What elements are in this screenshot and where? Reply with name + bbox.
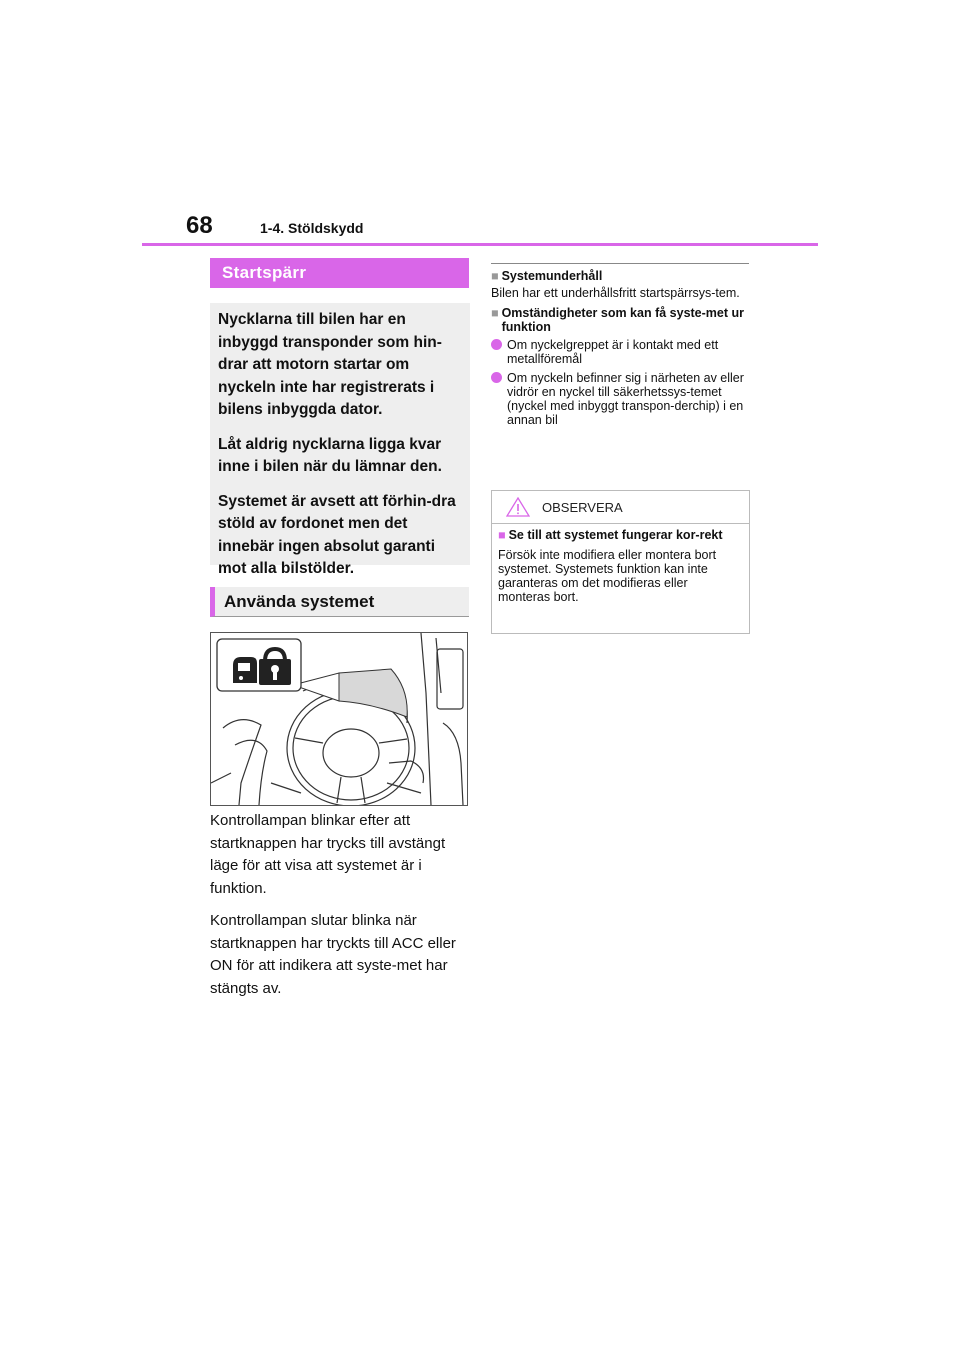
maintenance-heading: ■ Systemunderhåll	[491, 269, 603, 283]
subheading-anvanda: Använda systemet	[210, 587, 469, 617]
bullet-dot-icon	[491, 372, 502, 383]
caution-header	[492, 491, 749, 524]
header-rule	[142, 243, 818, 246]
square-bullet-icon: ■	[491, 269, 499, 283]
square-bullet-icon: ■	[498, 528, 506, 542]
divider	[491, 263, 749, 264]
intro-box	[210, 303, 470, 577]
usage-paragraph: Kontrollampan blinkar efter att startknappen har trycks till avstängt läge för att visa att systemet är i funktion.	[210, 812, 446, 897]
square-bullet-icon: ■	[491, 306, 499, 320]
list-item: Om nyckelgreppet är i kontakt med ett metallföremål	[491, 338, 749, 366]
caution-label: OBSERVERA	[542, 499, 623, 515]
list-item: Om nyckeln befinner sig i närheten av eller vidrör en nyckel till säkerhetssys-temet (nyckel med inbyggt transpon-derchip) i en annan bil	[491, 371, 749, 427]
caution-body	[492, 524, 749, 614]
fault-heading: ■ Omständigheter som kan få syste-met ur funktion	[491, 306, 744, 334]
bullet-dot-icon	[491, 339, 502, 350]
section-title: 1-4. Stöldskydd	[260, 220, 364, 236]
maintenance-text: Bilen har ett underhållsfritt startspärrsys-tem.	[491, 286, 740, 300]
page-number: 68	[186, 212, 213, 239]
heading-startsparr: Startspärr	[210, 258, 469, 288]
caution-heading: ■ Se till att systemet fungerar kor-rekt	[498, 528, 723, 542]
caution-box	[491, 490, 750, 634]
intro-paragraph: Systemet är avsett att förhin-dra stöld av fordonet men det innebär ingen absolut garanti mot alla bilstölder.	[218, 492, 456, 577]
dashboard-illustration	[210, 632, 468, 806]
intro-paragraph: Låt aldrig nycklarna ligga kvar inne i bilen när du lämnar den.	[218, 435, 442, 475]
usage-text	[210, 810, 472, 1010]
right-column	[491, 263, 749, 432]
intro-paragraph: Nycklarna till bilen har en inbyggd transponder som hin-drar att motorn startar om nyckeln inte har registrerats i bilens inbyggda dator.	[218, 311, 442, 418]
warning-triangle-icon	[506, 497, 530, 517]
caution-text: Försök inte modifiera eller montera bort systemet. Systemets funktion kan inte garanteras om det modifieras eller monteras bort.	[498, 548, 717, 604]
usage-paragraph: Kontrollampan slutar blinka när startknappen har tryckts till ACC eller ON för att indikera att syste-met har stängts av.	[210, 912, 456, 997]
